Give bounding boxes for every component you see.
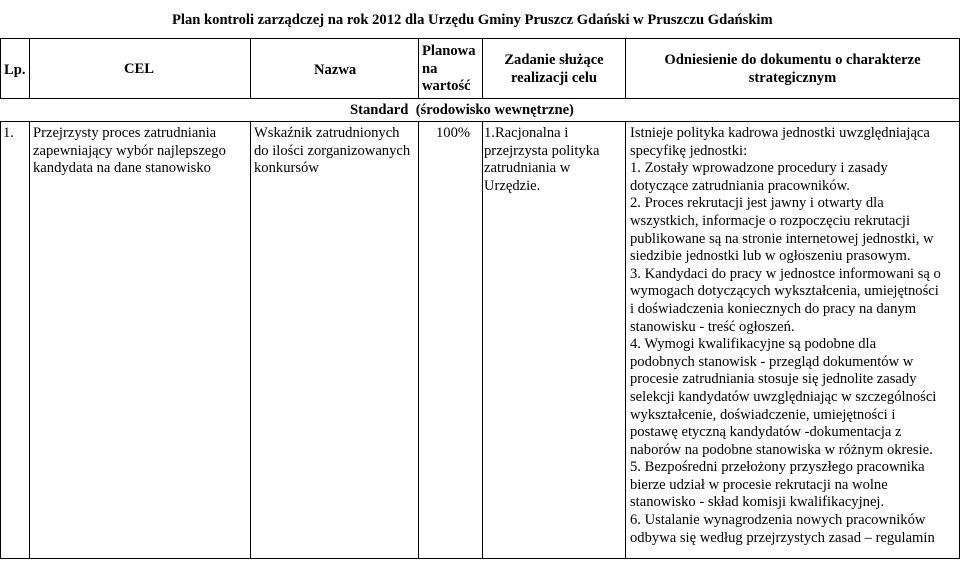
odniesienie-line: procesie zatrudniania stosuje się jednolite zasady [630, 371, 917, 388]
header-cel: CEL [124, 61, 155, 77]
table-border-top [0, 38, 960, 39]
odniesienie-line: stanowisko - skład komisji kwalifikacyjnej. [630, 494, 885, 511]
odniesienie-line: specyfikę jednostki: [630, 142, 748, 159]
odniesienie-line: 6. Ustalanie wynagrodzenia nowych pracowników [630, 512, 926, 529]
row-zadanie-line-4: Urzędzie. [484, 177, 541, 194]
row-cel-line-2: zapewniający wybór najlepszego [33, 142, 226, 159]
header-planowana-line-2: na [422, 60, 438, 77]
odniesienie-line: 3. Kandydaci do pracy w jednostce informowani są o [630, 265, 941, 282]
odniesienie-line: i doświadczenia koniecznych do pracy na danym [630, 300, 917, 317]
row-cel [33, 125, 226, 178]
odniesienie-line: dotyczące zatrudniania pracowników. [630, 177, 850, 194]
odniesienie-line: bierze udział w procesie rekrutacji na wolne [630, 476, 888, 493]
header-odniesienie-line-1: Odniesienie do dokumentu o charakterze [664, 52, 921, 68]
odniesienie-line: 1. Zostały wprowadzone procedury i zasady [630, 160, 888, 177]
odniesienie-line: selekcji kandydatów uwzględniając w szczególności [630, 388, 937, 405]
row-zadanie [484, 125, 600, 195]
header-zadanie-line-1: Zadanie służące [504, 52, 604, 68]
odniesienie-line: wykształcenie, doświadczenie, umiejętności i [630, 406, 896, 423]
header-zadanie-line-2: realizacji celu [510, 69, 598, 86]
page-title: Plan kontroli zarządczej na rok 2012 dla Urzędu Gminy Pruszcz Gdański w Pruszczu Gdańskim [172, 12, 773, 28]
row-odniesienie [630, 125, 941, 547]
col-divider-4 [418, 38, 419, 98]
odniesienie-line: naborów na podobne stanowiska w różnym okresie. [630, 441, 933, 458]
odniesienie-line: publikowane są na stronie internetowej jednostki, w [630, 230, 934, 247]
row-nazwa [254, 125, 410, 178]
col-divider-2 [29, 38, 30, 98]
row-cel-line-1: Przejrzysty proces zatrudniania [33, 125, 217, 141]
odniesienie-line: postawę etyczną kandydatów -dokumentacja z [630, 424, 902, 441]
row-lp: 1. [3, 125, 14, 141]
col-divider-2b [29, 121, 30, 559]
row-zadanie-line-3: zatrudniania w [484, 160, 571, 176]
col-divider-3 [250, 38, 251, 98]
odniesienie-line: wszystkich, informacje o rozpoczęciu rekrutacji [630, 212, 910, 229]
header-odniesienie-line-2: strategicznym [748, 69, 837, 86]
odniesienie-line: 5. Bezpośredni przełożony przyszłego pracownika [630, 459, 925, 476]
header-planowana-line-3: wartość [422, 78, 471, 94]
col-divider-4b [418, 121, 419, 559]
col-divider-1 [0, 38, 1, 98]
table-border-header-bottom [0, 98, 960, 99]
col-divider-6b [625, 121, 626, 559]
header-planowana-line-1: Planowa [422, 43, 476, 59]
section-standard: Standard (środowisko wewnętrzne) [350, 102, 574, 118]
row-wartosc: 100% [436, 125, 471, 141]
row-zadanie-line-1: 1.Racjonalna i [484, 125, 569, 141]
row-cel-line-3: kandydata na dane stanowisko [33, 160, 211, 176]
header-lp: Lp. [4, 62, 26, 78]
header-planowana [422, 43, 476, 96]
table-border-bottom [0, 558, 960, 559]
odniesienie-line: wymogach dotyczących wykształcenia, umiejętności [630, 283, 939, 300]
odniesienie-line: siedzibie jednostki lub w ogłoszeniu prasowym. [630, 248, 911, 265]
odniesienie-line: odbywa się według przejrzystych zasad – regulamin [630, 529, 935, 546]
odniesienie-line: Istnieje polityka kadrowa jednostki uwzględniająca [630, 125, 930, 141]
col-divider-5b [482, 121, 483, 559]
header-odniesienie [626, 52, 959, 87]
row-zadanie-line-2: przejrzysta polityka [484, 142, 600, 159]
row-nazwa-line-1: Wskaźnik zatrudnionych [254, 125, 400, 141]
col-divider-1b [0, 121, 1, 559]
table-border-section-bottom [0, 121, 960, 122]
odniesienie-line: 4. Wymogi kwalifikacyjne są podobne dla [630, 336, 877, 353]
odniesienie-line: 2. Proces rekrutacji jest jawny i otwarty dla [630, 195, 884, 212]
odniesienie-line: podobnych stanowisk - przegląd dokumentów w [630, 353, 914, 370]
odniesienie-line: stanowisku - treść ogłoszeń. [630, 318, 795, 335]
header-zadanie [483, 52, 625, 87]
row-nazwa-line-2: do ilości zorganizowanych [254, 142, 411, 159]
header-nazwa: Nazwa [314, 62, 357, 78]
row-nazwa-line-3: konkursów [254, 160, 319, 176]
col-divider-3b [250, 121, 251, 559]
